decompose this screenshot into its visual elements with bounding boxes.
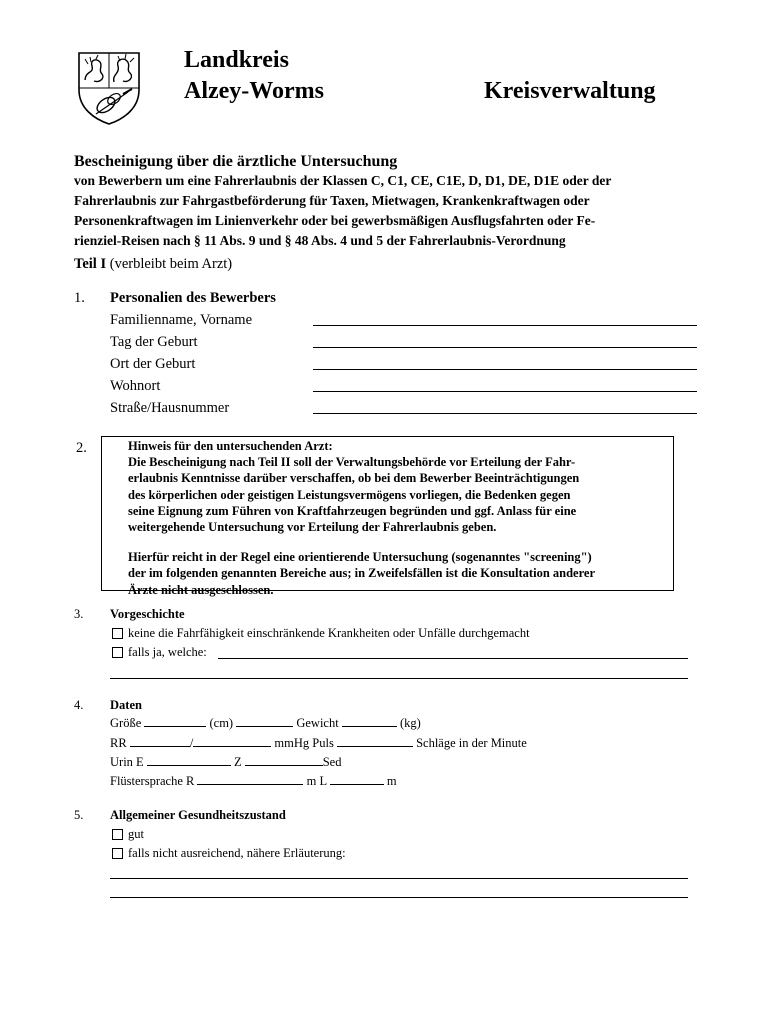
data-row-whisper [110,774,397,789]
illness-details-line[interactable] [218,658,688,659]
input-whisper-left[interactable] [330,774,384,785]
field-line-residence[interactable] [313,391,697,392]
option-label: gut [128,827,144,841]
option-label: keine die Fahrfähigkeit einschränkende Krankheiten oder Unfälle durchgemacht [128,626,530,640]
section-number: 5. [74,808,84,822]
label-beats: Schläge in der Minute [416,736,527,750]
label-pulse: mmHg Puls [274,736,334,750]
hint-line: erlaubnis Kenntnisse darüber verschaffen, ob bei dem Bewerber Beeinträchtigungen [128,471,580,486]
hint-line: des körperlichen oder geistigen Leistungsvermögens vorliegen, die Bedenken gegen [128,487,571,502]
option-label: falls ja, welche: [128,645,207,659]
label-height: Größe [110,716,142,730]
unit-cm: (cm) [209,716,234,730]
subtitle-line: Fahrerlaubnis zur Fahrgastbeförderung für Taxen, Mietwagen, Krankenkraftwagen oder [74,193,590,208]
label-m: m [386,774,397,788]
rr-slash: / [189,736,194,750]
hint-line: Hierfür reicht in der Regel eine orientierende Untersuchung (sogenanntes "screening") [128,550,592,565]
part-note: (verbleibt beim Arzt) [109,256,233,272]
input-urine-e[interactable] [147,755,231,766]
unit-kg: (kg) [399,716,421,730]
checkbox-illness-yes[interactable] [112,647,123,658]
label-urine: Urin E [110,755,144,769]
district-name-line2: Alzey-Worms [184,78,324,104]
coat-of-arms-icon [76,50,142,126]
hint-line: Hinweis für den untersuchenden Arzt: [128,439,333,453]
doctor-hint-text [128,438,668,598]
label-z: Z [233,755,242,769]
input-urine-z[interactable] [245,755,323,766]
subtitle-line: von Bewerbern um eine Fahrerlaubnis der Klassen C, C1, CE, C1E, D, D1, DE, D1E oder der [74,173,612,188]
document-subtitle [74,171,714,251]
input-pulse[interactable] [337,736,413,747]
field-label-street: Straße/Hausnummer [110,400,230,416]
field-label-name: Familienname, Vorname [110,312,253,328]
subtitle-line: Personenkraftwagen im Linienverkehr oder bei gewerbsmäßigen Ausflugsfahrten oder Fe- [74,213,596,228]
field-label-residence: Wohnort [110,378,161,394]
input-rr-diastolic[interactable] [193,736,271,747]
field-line-name[interactable] [313,325,697,326]
section-number: 2. [76,440,87,456]
section-heading: Daten [110,698,142,712]
part-label: Teil I [74,256,107,272]
field-label-birthdate: Tag der Geburt [110,334,198,350]
health-details-line[interactable] [110,878,688,879]
illness-details-line[interactable] [110,678,688,679]
subtitle-line: rienziel-Reisen nach § 11 Abs. 9 und § 48 Abs. 4 und 5 der Fahrerlaubnis-Verordnung [74,233,566,248]
field-line-birthplace[interactable] [313,369,697,370]
section-heading: Personalien des Bewerbers [110,290,276,306]
district-name-line1: Landkreis [184,47,289,73]
hint-line: Die Bescheinigung nach Teil II soll der Verwaltungsbehörde vor Erteilung der Fahr- [128,455,576,470]
office-name: Kreisverwaltung [484,78,656,104]
section-heading: Allgemeiner Gesundheitszustand [110,808,286,822]
hint-line: Ärzte nicht ausgeschlossen. [128,582,274,597]
field-line-street[interactable] [313,413,697,414]
hint-line: seine Eignung zum Führen von Kraftfahrzeugen begründen und ggf. Anlass für eine [128,503,577,518]
label-weight: Gewicht [296,716,339,730]
input-weight[interactable] [342,716,397,727]
option-label: falls nicht ausreichend, nähere Erläuterung: [128,846,346,860]
section-number: 4. [74,698,84,712]
field-line-birthdate[interactable] [313,347,697,348]
checkbox-no-illness[interactable] [112,628,123,639]
input-whisper-right[interactable] [197,774,303,785]
data-row-blood-pressure [110,736,527,751]
label-whisper: Flüstersprache R [110,774,195,788]
hint-line: der im folgenden genannten Bereiche aus; in Zweifelsfällen ist die Konsultation anderer [128,566,596,581]
part-heading [74,256,232,273]
field-label-birthplace: Ort der Geburt [110,356,196,372]
data-row-urine [110,755,341,770]
label-ml: m L [306,774,327,788]
section-number: 1. [74,290,85,306]
section-heading: Vorgeschichte [110,607,185,621]
input-rr-systolic[interactable] [130,736,190,747]
input-height[interactable] [144,716,206,727]
hint-line: weitergehende Untersuchung vor Erteilung der Fahrerlaubnis geben. [128,520,497,535]
health-details-line[interactable] [110,897,688,898]
input-height-extra[interactable] [236,716,293,727]
document-title: Bescheinigung über die ärztliche Untersuchung [74,153,398,170]
data-row-height-weight [110,716,421,731]
checkbox-health-insufficient[interactable] [112,848,123,859]
section-number: 3. [74,607,84,621]
checkbox-health-good[interactable] [112,829,123,840]
label-sed: Sed [322,755,342,769]
label-rr: RR [110,736,127,750]
